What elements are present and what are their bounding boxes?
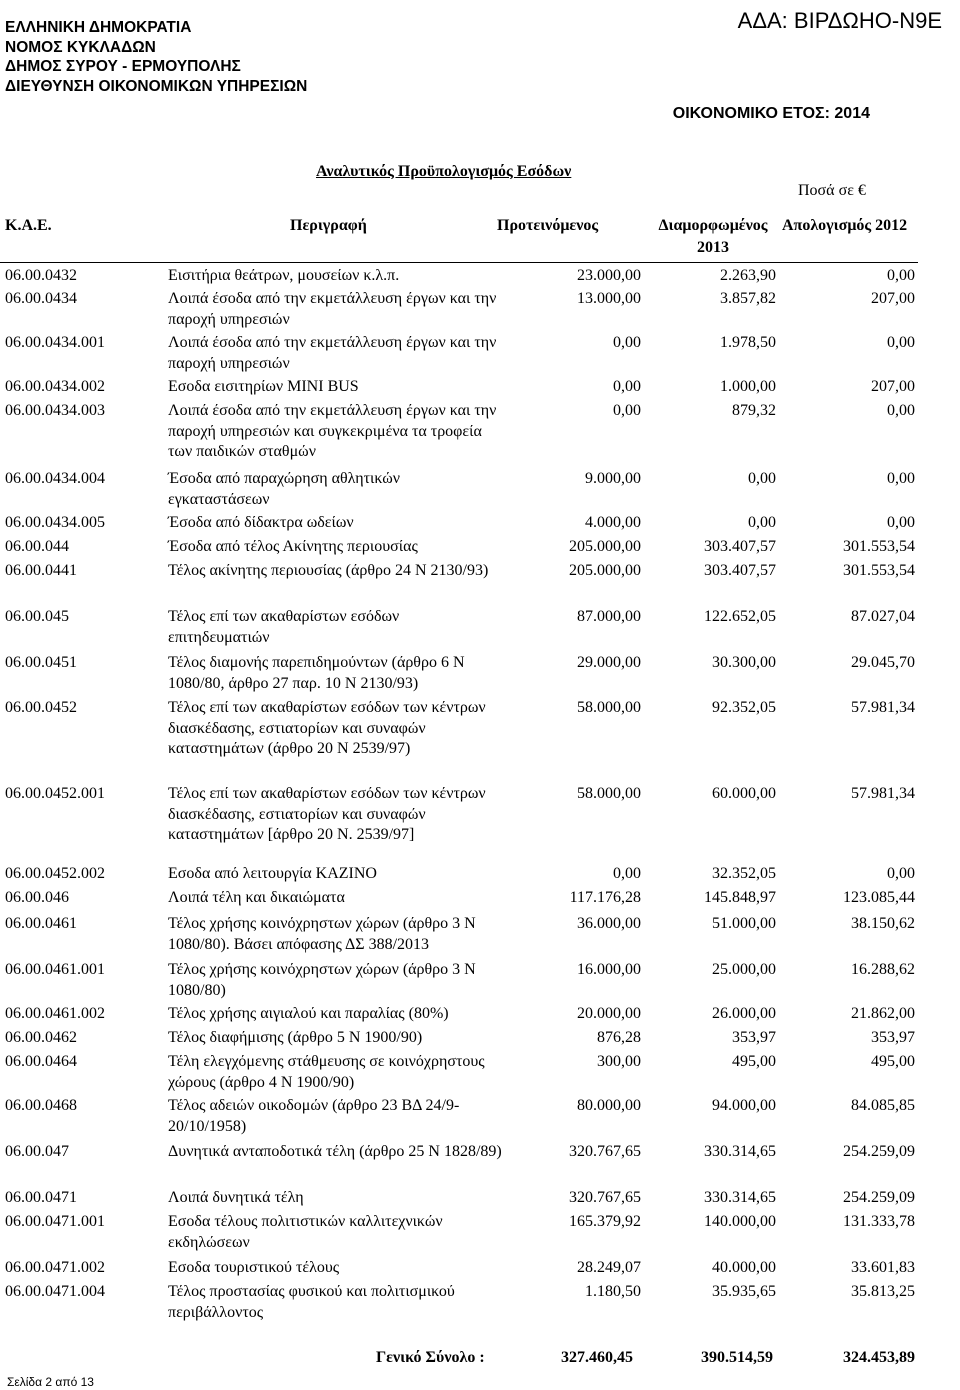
account-code: 06.00.0452.002	[5, 865, 105, 882]
actual-amount: 0,00	[887, 470, 915, 487]
proposed-amount: 1.180,50	[585, 1283, 641, 1300]
amended-amount: 0,00	[748, 470, 776, 487]
proposed-amount: 13.000,00	[577, 290, 641, 307]
amended-amount: 140.000,00	[704, 1213, 776, 1230]
proposed-amount: 20.000,00	[577, 1005, 641, 1022]
proposed-amount: 29.000,00	[577, 654, 641, 671]
proposed-amount: 0,00	[613, 334, 641, 351]
amended-amount: 94.000,00	[712, 1097, 776, 1114]
proposed-amount: 16.000,00	[577, 961, 641, 978]
amended-amount: 353,97	[732, 1029, 776, 1046]
account-description: Τέλος επί των ακαθαρίστων εσόδων των κέντρων διασκέδασης, εστιατορίων και συναφών καταστημάτων [άρθρο 20 Ν. 2539/97]	[168, 785, 486, 843]
amended-amount: 92.352,05	[712, 699, 776, 716]
amended-amount: 1.978,50	[720, 334, 776, 351]
account-code: 06.00.0461.002	[5, 1005, 105, 1022]
grand-total-proposed: 327.460,45	[561, 1349, 633, 1366]
amended-amount: 330.314,65	[704, 1189, 776, 1206]
actual-amount: 57.981,34	[851, 699, 915, 716]
proposed-amount: 58.000,00	[577, 699, 641, 716]
account-description: Τέλος επί των ακαθαρίστων εσόδων επιτηδευματιών	[168, 608, 400, 646]
currency-note: Ποσά σε €	[798, 182, 866, 199]
account-code: 06.00.046	[5, 889, 69, 906]
amended-amount: 32.352,05	[712, 865, 776, 882]
actual-amount: 84.085,85	[851, 1097, 915, 1114]
actual-amount: 0,00	[887, 514, 915, 531]
account-description: Εσοδα από λειτουργία ΚΑΖΙΝΟ	[168, 865, 377, 882]
amended-amount: 303.407,57	[704, 538, 776, 555]
ada-code: ΑΔΑ: ΒΙΡΔΩΗΟ-Ν9Ε	[737, 8, 942, 33]
proposed-amount: 28.249,07	[577, 1259, 641, 1276]
account-description: Τέλος ακίνητης περιουσίας (άρθρο 24 Ν 2130/93)	[168, 562, 489, 579]
col-header-amended-line2: 2013	[697, 239, 729, 256]
account-description: Λοιπά δυνητικά τέλη	[168, 1189, 304, 1206]
proposed-amount: 320.767,65	[569, 1189, 641, 1206]
actual-amount: 21.862,00	[851, 1005, 915, 1022]
account-description: Τέλος χρήσης κοινόχρηστων χώρων (άρθρο 3 Ν 1080/80). Βάσει απόφασης ΔΣ 388/2013	[168, 915, 476, 953]
actual-amount: 38.150,62	[851, 915, 915, 932]
actual-amount: 131.333,78	[843, 1213, 915, 1230]
account-code: 06.00.0452	[5, 699, 77, 716]
col-header-proposed: Προτεινόμενος	[497, 217, 599, 234]
amended-amount: 51.000,00	[712, 915, 776, 932]
amended-amount: 495,00	[732, 1053, 776, 1070]
proposed-amount: 205.000,00	[569, 562, 641, 579]
amended-amount: 3.857,82	[720, 290, 776, 307]
actual-amount: 0,00	[887, 402, 915, 419]
account-description: Τέλος χρήσης κοινόχρηστων χώρων (άρθρο 3 Ν 1080/80)	[168, 961, 476, 999]
actual-amount: 207,00	[871, 378, 915, 395]
proposed-amount: 320.767,65	[569, 1143, 641, 1160]
account-description: Τέλος αδειών οικοδομών (άρθρο 23 ΒΔ 24/9-20/10/1958)	[168, 1097, 460, 1135]
header-line-3: ΔΗΜΟΣ ΣΥΡΟΥ - ΕΡΜΟΥΠΟΛΗΣ	[5, 58, 241, 75]
account-code: 06.00.0471.002	[5, 1259, 105, 1276]
actual-amount: 353,97	[871, 1029, 915, 1046]
amended-amount: 303.407,57	[704, 562, 776, 579]
col-header-amended-line1: Διαμορφωμένος	[658, 217, 768, 234]
account-code: 06.00.0461	[5, 915, 77, 932]
account-description: Τέλος προστασίας φυσικού και πολιτισμικού περιβάλλοντος	[168, 1283, 455, 1321]
actual-amount: 57.981,34	[851, 785, 915, 802]
actual-amount: 301.553,54	[843, 562, 915, 579]
account-description: Έσοδα από παραχώρηση αθλητικών εγκαταστάσεων	[168, 470, 401, 508]
proposed-amount: 300,00	[597, 1053, 641, 1070]
account-description: Λοιπά έσοδα από την εκμετάλλευση έργων και την παροχή υπηρεσιών	[168, 334, 497, 372]
header-line-2: ΝΟΜΟΣ ΚΥΚΛΑΔΩΝ	[5, 38, 156, 56]
account-code: 06.00.0434.004	[5, 470, 105, 487]
issuer-header	[5, 18, 307, 96]
account-description: Τέλος διαφήμισης (άρθρο 5 Ν 1900/90)	[168, 1029, 423, 1046]
amended-amount: 145.848,97	[704, 889, 776, 906]
amended-amount: 40.000,00	[712, 1259, 776, 1276]
col-header-description: Περιγραφή	[290, 217, 367, 234]
account-code: 06.00.047	[5, 1143, 69, 1160]
amended-amount: 30.300,00	[712, 654, 776, 671]
actual-amount: 254.259,09	[843, 1143, 915, 1160]
account-description: Έσοδα από δίδακτρα ωδείων	[168, 514, 354, 531]
account-code: 06.00.0441	[5, 562, 77, 579]
account-code: 06.00.0434.002	[5, 378, 105, 395]
account-description: Τέλος χρήσης αιγιαλού και παραλίας (80%)	[168, 1005, 449, 1022]
proposed-amount: 80.000,00	[577, 1097, 641, 1114]
proposed-amount: 87.000,00	[577, 608, 641, 625]
actual-amount: 254.259,09	[843, 1189, 915, 1206]
amended-amount: 35.935,65	[712, 1283, 776, 1300]
account-code: 06.00.0471.004	[5, 1283, 105, 1300]
actual-amount: 0,00	[887, 334, 915, 351]
account-description: Λοιπά έσοδα από την εκμετάλλευση έργων και την παροχή υπηρεσιών και συγκεκριμένα τα τροφεία των παιδικών σταθμών	[168, 402, 497, 460]
fiscal-year: ΟΙΚΟΝΟΜΙΚΟ ΕΤΟΣ: 2014	[672, 105, 870, 122]
proposed-amount: 876,28	[597, 1029, 641, 1046]
proposed-amount: 4.000,00	[585, 514, 641, 531]
proposed-amount: 9.000,00	[585, 470, 641, 487]
account-code: 06.00.0462	[5, 1029, 77, 1046]
account-code: 06.00.044	[5, 538, 69, 555]
amended-amount: 1.000,00	[720, 378, 776, 395]
proposed-amount: 0,00	[613, 378, 641, 395]
account-code: 06.00.0434.005	[5, 514, 105, 531]
proposed-amount: 0,00	[613, 402, 641, 419]
proposed-amount: 165.379,92	[569, 1213, 641, 1230]
account-description: Εσοδα τέλους πολιτιστικών καλλιτεχνικών εκδηλώσεων	[168, 1213, 443, 1251]
actual-amount: 35.813,25	[851, 1283, 915, 1300]
proposed-amount: 117.176,28	[569, 889, 641, 906]
account-description: Τέλη ελεγχόμενης στάθμευσης σε κοινόχρηστους χώρους (άρθρο 4 Ν 1900/90)	[168, 1053, 485, 1091]
account-code: 06.00.0434.003	[5, 402, 105, 419]
page-number: Σελίδα 2 από 13	[7, 1375, 94, 1389]
amended-amount: 2.263,90	[720, 267, 776, 284]
actual-amount: 0,00	[887, 267, 915, 284]
account-code: 06.00.0471.001	[5, 1213, 105, 1230]
account-description: Εισιτήρια θεάτρων, μουσείων κ.λ.π.	[168, 267, 400, 284]
col-header-actual: Απολογισμός 2012	[782, 217, 908, 234]
proposed-amount: 23.000,00	[577, 267, 641, 284]
account-description: Τέλος διαμονής παρεπιδημούντων (άρθρο 6 Ν 1080/80, άρθρο 27 παρ. 10 Ν 2130/93)	[168, 654, 465, 692]
header-rule	[0, 262, 918, 263]
account-code: 06.00.0434	[5, 290, 77, 307]
col-header-code: Κ.Α.Ε.	[5, 217, 52, 234]
account-code: 06.00.0461.001	[5, 961, 105, 978]
amended-amount: 26.000,00	[712, 1005, 776, 1022]
account-code: 06.00.0471	[5, 1189, 77, 1206]
actual-amount: 123.085,44	[843, 889, 915, 906]
document-title: Αναλυτικός Προϋπολογισμός Εσόδων	[316, 163, 572, 180]
account-code: 06.00.0468	[5, 1097, 77, 1114]
account-code: 06.00.0434.001	[5, 334, 105, 351]
account-description: Τέλος επί των ακαθαρίστων εσόδων των κέντρων διασκέδασης, εστιατορίων και συναφών καταστημάτων (άρθρο 20 Ν 2539/97)	[168, 699, 486, 757]
proposed-amount: 36.000,00	[577, 915, 641, 932]
account-description: Έσοδα από τέλος Ακίνητης περιουσίας	[168, 538, 418, 555]
proposed-amount: 205.000,00	[569, 538, 641, 555]
account-code: 06.00.045	[5, 608, 69, 625]
actual-amount: 87.027,04	[851, 608, 915, 625]
actual-amount: 207,00	[871, 290, 915, 307]
grand-total-amended: 390.514,59	[701, 1349, 773, 1366]
proposed-amount: 58.000,00	[577, 785, 641, 802]
account-code: 06.00.0452.001	[5, 785, 105, 802]
amended-amount: 330.314,65	[704, 1143, 776, 1160]
actual-amount: 495,00	[871, 1053, 915, 1070]
grand-total-label: Γενικό Σύνολο :	[376, 1349, 485, 1366]
actual-amount: 29.045,70	[851, 654, 915, 671]
header-line-1: ΕΛΛΗΝΙΚΗ ΔΗΜΟΚΡΑΤΙΑ	[5, 19, 192, 36]
grand-total-actual: 324.453,89	[843, 1349, 915, 1366]
account-description: Εσοδα τουριστικού τέλους	[168, 1259, 340, 1276]
amended-amount: 0,00	[748, 514, 776, 531]
proposed-amount: 0,00	[613, 865, 641, 882]
col-header-amended	[650, 215, 776, 259]
account-description: Λοιπά έσοδα από την εκμετάλλευση έργων και την παροχή υπηρεσιών	[168, 290, 497, 328]
amended-amount: 879,32	[732, 402, 776, 419]
actual-amount: 301.553,54	[843, 538, 915, 555]
account-code: 06.00.0451	[5, 654, 77, 671]
amended-amount: 122.652,05	[704, 608, 776, 625]
amended-amount: 25.000,00	[712, 961, 776, 978]
account-description: Δυνητικά ανταποδοτικά τέλη (άρθρο 25 Ν 1828/89)	[168, 1143, 502, 1160]
account-code: 06.00.0464	[5, 1053, 77, 1070]
account-code: 06.00.0432	[5, 267, 77, 284]
account-description: Λοιπά τέλη και δικαιώματα	[168, 889, 345, 906]
account-description: Εσοδα εισιτηρίων MINI BUS	[168, 378, 359, 395]
actual-amount: 16.288,62	[851, 961, 915, 978]
amended-amount: 60.000,00	[712, 785, 776, 802]
actual-amount: 0,00	[887, 865, 915, 882]
actual-amount: 33.601,83	[851, 1259, 915, 1276]
header-line-4: ΔΙΕΥΘΥΝΣΗ ΟΙΚΟΝΟΜΙΚΩΝ ΥΠΗΡΕΣΙΩΝ	[5, 77, 308, 95]
